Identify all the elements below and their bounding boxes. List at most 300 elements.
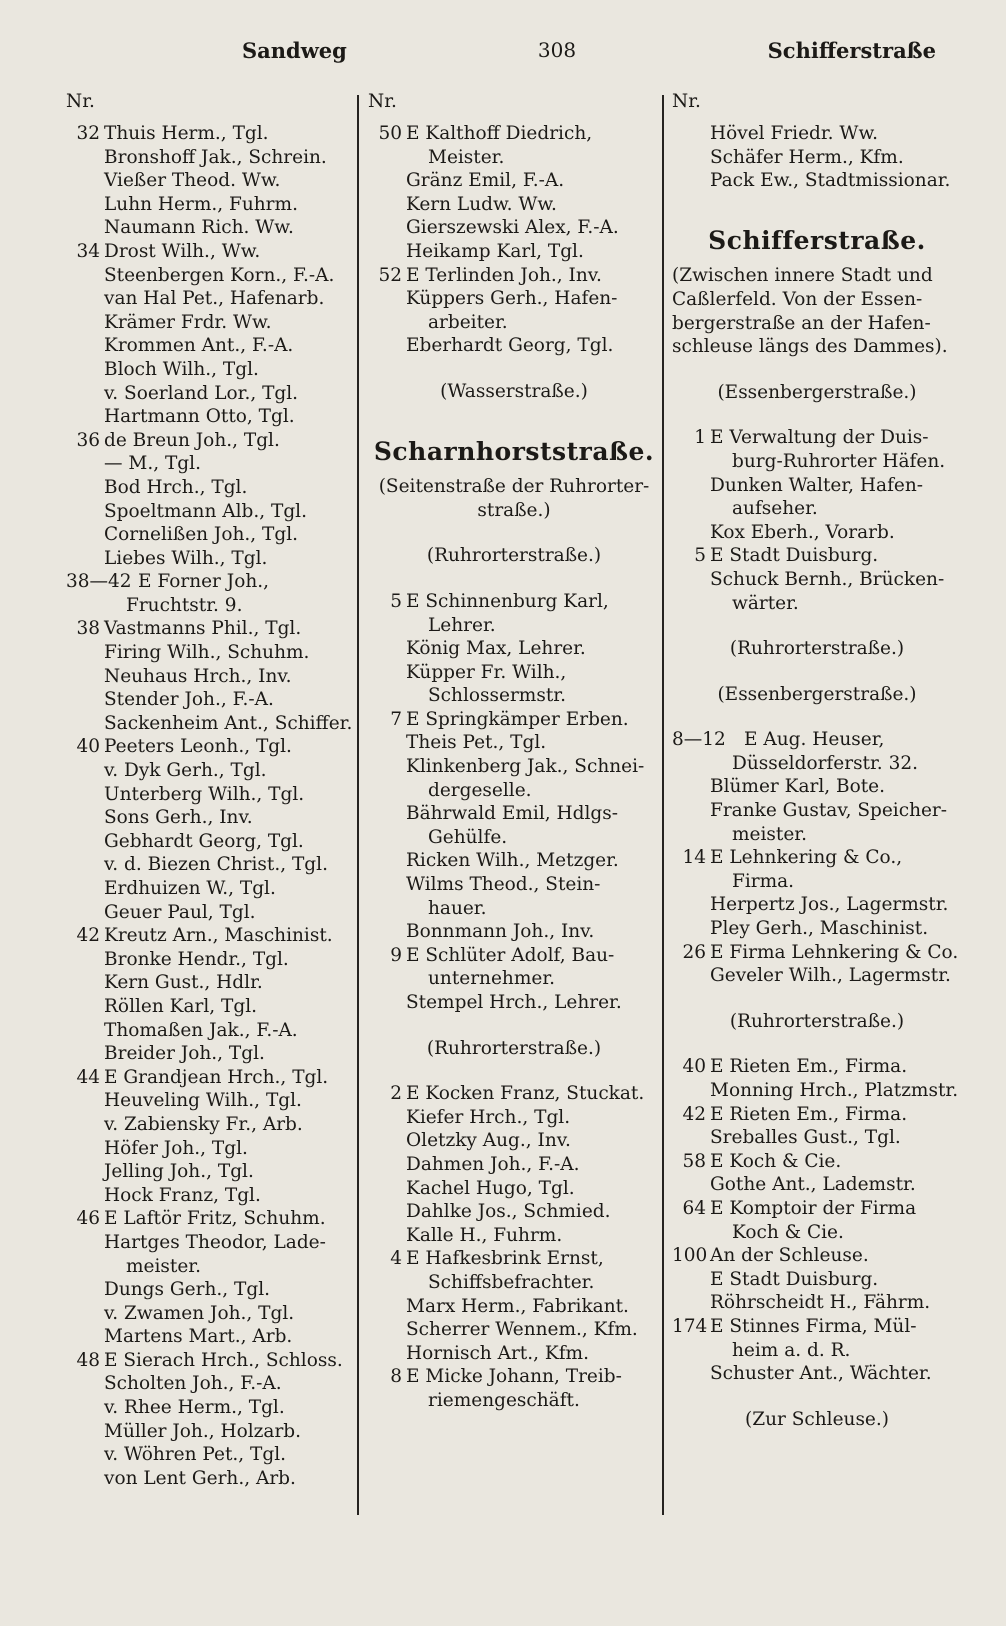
resident-text: Cornelißen Joh., Tgl.: [104, 524, 299, 546]
resident-text: Ricken Wilh., Metzger.: [406, 850, 619, 872]
resident-text: Gierszewski Alex, F.-A.: [406, 217, 619, 239]
resident-text: E Rieten Em., Firma.: [710, 1103, 908, 1125]
running-head-right: Schifferstraße: [767, 38, 936, 63]
resident-entry: [672, 1079, 962, 1103]
resident-entry: [368, 731, 660, 755]
resident-entry: [66, 382, 354, 406]
resident-entry: [66, 1325, 354, 1349]
entry-continuation: Firma.: [732, 870, 795, 892]
resident-entry: [66, 1420, 354, 1444]
resident-text: E Sierach Hrch., Schloss.: [104, 1349, 343, 1371]
resident-text: Heikamp Karl, Tgl.: [406, 240, 584, 262]
entry-continuation: Koch & Cie.: [732, 1221, 844, 1243]
resident-text: Schäfer Herm., Kfm.: [710, 146, 904, 168]
resident-text: Pley Gerh., Maschinist.: [710, 918, 929, 940]
resident-entry: [66, 429, 354, 453]
resident-text: E Rieten Em., Firma.: [710, 1056, 908, 1078]
resident-text: Müller Joh., Holzarb.: [104, 1420, 302, 1442]
resident-entry: [672, 1103, 962, 1127]
resident-text: E Stadt Duisburg.: [710, 545, 879, 567]
resident-text: Hartmann Otto, Tgl.: [104, 406, 295, 428]
resident-text: Dahlke Jos., Schmied.: [406, 1201, 611, 1223]
resident-entry: [66, 240, 354, 264]
resident-text: E Koch & Cie.: [710, 1150, 842, 1172]
page-number: 308: [537, 38, 577, 62]
resident-entry: [66, 1113, 354, 1137]
resident-entry: [66, 1184, 354, 1208]
house-number: 36: [76, 429, 100, 451]
resident-entry: [66, 1231, 354, 1255]
resident-text: Heuveling Wilh., Tgl.: [104, 1090, 302, 1112]
resident-entry: [672, 521, 962, 545]
resident-entry: [368, 169, 660, 193]
resident-text: Sackenheim Ant., Schiffer.: [104, 712, 353, 734]
entry-continuation: aufseher.: [732, 498, 818, 520]
resident-text: Bronke Hendr., Tgl.: [104, 948, 289, 970]
resident-text: Scholten Joh., F.-A.: [104, 1373, 282, 1395]
resident-entry: [66, 405, 354, 429]
resident-entry: [672, 1173, 962, 1197]
resident-entry: [66, 712, 354, 736]
resident-entry: [66, 1372, 354, 1396]
street-description: Caßlerfeld. Von der Essen-: [672, 288, 923, 310]
running-head-left: Sandweg: [242, 38, 347, 63]
resident-entry: [66, 971, 354, 995]
resident-text: Stempel Hrch., Lehrer.: [406, 992, 622, 1013]
resident-entry: [368, 873, 660, 897]
resident-entry: [66, 806, 354, 830]
resident-entry: [368, 802, 660, 826]
column-divider: [357, 95, 359, 1515]
spacer: [672, 661, 962, 683]
resident-entry: [66, 311, 354, 335]
nr-label: Nr.: [66, 91, 95, 112]
resident-text: Pack Ew., Stadtmissionar.: [710, 170, 951, 192]
spacer: [368, 358, 660, 380]
nr-label: Nr.: [368, 91, 397, 112]
resident-entry: [66, 1302, 354, 1326]
resident-entry: [66, 1467, 354, 1491]
spacer: [672, 359, 962, 381]
resident-text: Kreutz Arn., Maschinist.: [104, 925, 333, 947]
resident-entry: [66, 452, 354, 476]
resident-entry: [66, 334, 354, 358]
street-note: (Ruhrorterstraße.): [729, 1010, 905, 1032]
resident-entry: [66, 146, 354, 170]
house-number: 5: [390, 590, 402, 612]
street-description: schleuse längs des Dammes).: [672, 336, 948, 358]
resident-entry: [66, 783, 354, 807]
street-note: (Essenbergerstraße.): [717, 683, 917, 705]
house-number: 40: [76, 736, 100, 758]
street-heading: Schifferstraße.: [708, 225, 926, 255]
resident-entry: [672, 122, 962, 146]
resident-entry: [368, 920, 660, 944]
resident-entry: [672, 728, 962, 752]
resident-text: Röhrscheidt H., Fährm.: [710, 1292, 931, 1314]
resident-entry: [368, 216, 660, 240]
resident-entry: [368, 1129, 660, 1153]
resident-entry: [672, 1268, 962, 1292]
column-1: [66, 90, 354, 1490]
house-number: 46: [76, 1208, 100, 1230]
resident-text: Gebhardt Georg, Tgl.: [104, 830, 304, 852]
house-number: 2: [390, 1083, 402, 1105]
street-note: (Ruhrorterstraße.): [426, 545, 602, 567]
spacer: [672, 404, 962, 426]
resident-entry: [368, 1153, 660, 1177]
resident-entry: [368, 1247, 660, 1271]
resident-entry: [66, 901, 354, 925]
house-number: 1: [694, 427, 706, 449]
resident-text: Oletzky Aug., Inv.: [406, 1130, 571, 1152]
resident-text: Hock Franz, Tgl.: [104, 1184, 261, 1206]
resident-entry: [66, 287, 354, 311]
resident-entry: [66, 1207, 354, 1231]
resident-entry: [672, 799, 962, 823]
resident-text: Franke Gustav, Speicher-: [710, 800, 948, 822]
resident-entry: [672, 917, 962, 941]
resident-text: Sons Gerh., Inv.: [104, 807, 253, 829]
street-note: (Ruhrorterstraße.): [426, 1037, 602, 1059]
resident-text: E Grandjean Hrch., Tgl.: [104, 1066, 329, 1088]
resident-text: An der Schleuse.: [710, 1245, 869, 1267]
resident-text: Drost Wilh., Ww.: [104, 240, 261, 262]
resident-text: Bronshoff Jak., Schrein.: [104, 146, 327, 168]
resident-entry: [672, 1362, 962, 1386]
resident-entry: [66, 1089, 354, 1113]
resident-entry: [368, 264, 660, 288]
resident-text: Bährwald Emil, Hdlgs-: [406, 803, 619, 825]
resident-entry: [66, 924, 354, 948]
entry-continuation: Lehrer.: [428, 614, 496, 636]
house-number: 44: [76, 1066, 100, 1088]
resident-text: de Breun Joh., Tgl.: [104, 429, 280, 451]
resident-text: Luhn Herm., Fuhrm.: [104, 193, 298, 215]
street-description: (Zwischen innere Stadt und: [672, 265, 933, 287]
resident-entry: [66, 523, 354, 547]
resident-text: v. Wöhren Pet., Tgl.: [104, 1444, 287, 1466]
resident-text: Unterberg Wilh., Tgl.: [104, 783, 305, 805]
resident-entry: [368, 708, 660, 732]
resident-text: Hartges Theodor, Lade-: [104, 1231, 326, 1253]
resident-text: Firing Wilh., Schuhm.: [104, 642, 310, 664]
street-note: (Seitenstraße der Ruhrorter-: [378, 476, 650, 498]
resident-text: Spoeltmann Alb., Tgl.: [104, 500, 307, 522]
resident-text: van Hal Pet., Hafenarb.: [104, 288, 325, 310]
resident-entry: [672, 941, 962, 965]
resident-entry: [368, 1342, 660, 1366]
resident-text: Wilms Theod., Stein-: [406, 874, 601, 896]
resident-entry: [672, 146, 962, 170]
resident-text: Gränz Emil, F.-A.: [406, 170, 565, 192]
resident-entry: [672, 1291, 962, 1315]
resident-text: E Schinnenburg Karl,: [406, 590, 609, 612]
resident-entry: [66, 547, 354, 571]
column-2: [368, 90, 660, 1413]
entry-continuation: meister.: [126, 1255, 201, 1277]
spacer: [672, 615, 962, 637]
resident-text: v. Dyk Gerh., Tgl.: [104, 760, 267, 782]
resident-entry: [66, 169, 354, 193]
entry-continuation: Fruchtstr. 9.: [126, 594, 243, 616]
street-heading: Scharnhorststraße.: [373, 436, 655, 466]
spacer: [672, 193, 962, 215]
resident-entry: [672, 1315, 962, 1339]
resident-entry: [672, 846, 962, 870]
resident-entry: [66, 853, 354, 877]
resident-text: Kiefer Hrch., Tgl.: [406, 1106, 571, 1128]
resident-text: Hövel Friedr. Ww.: [710, 123, 878, 144]
resident-entry: [672, 474, 962, 498]
resident-text: Dahmen Joh., F.-A.: [406, 1153, 580, 1175]
resident-text: — M., Tgl.: [104, 453, 201, 475]
house-number: 14: [682, 847, 706, 869]
resident-text: Herpertz Jos., Lagermstr.: [710, 894, 949, 916]
resident-text: Kern Gust., Hdlr.: [104, 972, 263, 994]
resident-text: E Aug. Heuser,: [744, 729, 885, 751]
street-note: (Zur Schleuse.): [745, 1408, 889, 1430]
spacer: [368, 1060, 660, 1082]
resident-entry: [66, 830, 354, 854]
resident-entry: [66, 759, 354, 783]
resident-text: Sreballes Gust., Tgl.: [710, 1127, 901, 1149]
resident-text: E Verwaltung der Duis-: [710, 427, 929, 449]
resident-entry: [672, 1055, 962, 1079]
resident-text: Kalle H., Fuhrm.: [406, 1224, 563, 1246]
column-3: [672, 90, 962, 1431]
street-note: (Wasserstraße.): [440, 380, 588, 402]
resident-entry: [66, 193, 354, 217]
resident-text: von Lent Gerh., Arb.: [104, 1467, 296, 1489]
entry-continuation: Düsseldorferstr. 32.: [732, 752, 918, 774]
resident-text: E Laftör Fritz, Schuhm.: [104, 1208, 326, 1230]
resident-entry: [66, 570, 354, 594]
resident-text: Scherrer Wennem., Kfm.: [406, 1319, 638, 1341]
resident-text: Steenbergen Korn., F.-A.: [104, 264, 335, 286]
resident-entry: [66, 264, 354, 288]
resident-entry: [672, 1244, 962, 1268]
resident-text: E Kocken Franz, Stuckat.: [406, 1083, 645, 1105]
house-number: 32: [76, 123, 100, 144]
resident-text: Thomaßen Jak., F.-A.: [104, 1019, 298, 1041]
resident-entry: [672, 775, 962, 799]
resident-text: Küpper Fr. Wilh.,: [406, 661, 567, 683]
resident-entry: [66, 877, 354, 901]
spacer: [368, 1015, 660, 1037]
resident-entry: [368, 193, 660, 217]
resident-entry: [672, 964, 962, 988]
entry-continuation: burg-Ruhrorter Häfen.: [732, 450, 946, 472]
spacer: [368, 404, 660, 426]
resident-text: Breider Joh., Tgl.: [104, 1043, 265, 1065]
resident-entry: [66, 1137, 354, 1161]
resident-entry: [66, 476, 354, 500]
resident-entry: [66, 1396, 354, 1420]
resident-text: Eberhardt Georg, Tgl.: [406, 335, 614, 357]
entry-continuation: heim a. d. R.: [732, 1339, 851, 1361]
resident-text: Martens Mart., Arb.: [104, 1326, 293, 1348]
entry-continuation: Schiffsbefrachter.: [428, 1271, 595, 1293]
resident-entry: [66, 500, 354, 524]
resident-entry: [66, 1278, 354, 1302]
street-note: (Essenbergerstraße.): [717, 381, 917, 403]
resident-entry: [66, 641, 354, 665]
entry-continuation: meister.: [732, 823, 807, 845]
resident-text: Dungs Gerh., Tgl.: [104, 1279, 270, 1301]
house-number: 8—12: [672, 729, 726, 751]
resident-entry: [368, 849, 660, 873]
resident-text: Theis Pet., Tgl.: [406, 732, 547, 754]
house-number: 9: [390, 944, 402, 966]
spacer: [368, 568, 660, 590]
resident-entry: [66, 1349, 354, 1373]
resident-text: Gothe Ant., Lademstr.: [710, 1174, 916, 1196]
resident-entry: [672, 544, 962, 568]
resident-entry: [66, 358, 354, 382]
resident-text: Marx Herm., Fabrikant.: [406, 1295, 629, 1317]
resident-text: Stender Joh., F.-A.: [104, 689, 274, 711]
entry-continuation: Schlossermstr.: [428, 685, 566, 707]
resident-text: Jelling Joh., Tgl.: [104, 1161, 254, 1183]
resident-entry: [368, 1295, 660, 1319]
resident-entry: [368, 637, 660, 661]
resident-entry: [368, 1365, 660, 1389]
resident-entry: [66, 1019, 354, 1043]
house-number: 52: [378, 264, 402, 286]
resident-text: Erdhuizen W., Tgl.: [104, 878, 276, 899]
resident-entry: [672, 1126, 962, 1150]
entry-continuation: dergeselle.: [428, 779, 532, 801]
column-divider: [662, 95, 664, 1515]
resident-text: Thuis Herm., Tgl.: [104, 123, 269, 144]
spacer: [672, 706, 962, 728]
resident-entry: [368, 944, 660, 968]
resident-entry: [66, 617, 354, 641]
resident-entry: [368, 122, 660, 146]
resident-text: Bonnmann Joh., Inv.: [406, 921, 595, 943]
entry-continuation: Gehülfe.: [428, 826, 508, 848]
house-number: 34: [76, 240, 100, 262]
resident-entry: [66, 665, 354, 689]
resident-entry: [66, 1042, 354, 1066]
nr-label: Nr.: [672, 91, 701, 112]
resident-entry: [66, 1443, 354, 1467]
resident-entry: [368, 1200, 660, 1224]
house-number: 4: [390, 1248, 402, 1270]
resident-entry: [368, 287, 660, 311]
resident-entry: [368, 1224, 660, 1248]
resident-entry: [368, 1318, 660, 1342]
house-number: 38: [76, 618, 100, 640]
resident-text: E Hafkesbrink Ernst,: [406, 1248, 604, 1270]
resident-text: E Stadt Duisburg.: [710, 1268, 879, 1290]
resident-entry: [368, 1177, 660, 1201]
resident-text: E Komptoir der Firma: [710, 1197, 917, 1219]
house-number: 8: [390, 1366, 402, 1388]
resident-entry: [66, 1160, 354, 1184]
house-number: 5: [694, 545, 706, 567]
resident-text: Küppers Gerh., Hafen-: [406, 288, 618, 310]
house-number: 64: [682, 1197, 706, 1219]
resident-text: E Kalthoff Diedrich,: [406, 123, 593, 144]
resident-entry: [368, 334, 660, 358]
street-note: straße.): [477, 499, 551, 521]
resident-text: Vastmanns Phil., Tgl.: [104, 618, 302, 640]
resident-entry: [672, 893, 962, 917]
resident-text: Neuhaus Hrch., Inv.: [104, 665, 292, 687]
resident-text: E Lehnkering & Co.,: [710, 847, 903, 869]
resident-text: E Firma Lehnkering & Co.: [710, 941, 959, 963]
resident-entry: [672, 426, 962, 450]
resident-text: E Stinnes Firma, Mül-: [710, 1315, 917, 1337]
resident-text: E Micke Johann, Treib-: [406, 1366, 622, 1388]
entry-continuation: hauer.: [428, 897, 487, 919]
entry-continuation: Meister.: [428, 146, 505, 168]
resident-entry: [368, 991, 660, 1015]
resident-text: Monning Hrch., Platzmstr.: [710, 1080, 959, 1101]
house-number: 48: [76, 1349, 100, 1371]
resident-text: Kachel Hugo, Tgl.: [406, 1177, 575, 1199]
resident-entry: [672, 568, 962, 592]
resident-text: Bloch Wilh., Tgl.: [104, 358, 259, 380]
resident-text: v. d. Biezen Christ., Tgl.: [104, 854, 328, 876]
resident-entry: [368, 590, 660, 614]
street-note: (Ruhrorterstraße.): [729, 638, 905, 660]
resident-entry: [368, 1106, 660, 1130]
street-description: bergerstraße an der Hafen-: [672, 312, 931, 334]
resident-text: Klinkenberg Jak., Schnei-: [406, 756, 645, 778]
entry-continuation: unternehmer.: [428, 968, 556, 990]
house-number: 42: [76, 925, 100, 947]
resident-text: E Forner Joh.,: [138, 571, 270, 593]
resident-entry: [66, 216, 354, 240]
resident-text: Schuck Bernh., Brücken-: [710, 568, 945, 590]
resident-text: Kern Ludw. Ww.: [406, 193, 557, 215]
spacer: [672, 988, 962, 1010]
resident-text: Krommen Ant., F.-A.: [104, 335, 294, 357]
resident-text: E Schlüter Adolf, Bau-: [406, 944, 615, 966]
resident-entry: [368, 240, 660, 264]
house-number: 58: [682, 1150, 706, 1172]
resident-text: Röllen Karl, Tgl.: [104, 995, 257, 1017]
house-number: 7: [390, 708, 402, 730]
running-head: [66, 38, 940, 78]
resident-text: Höfer Joh., Tgl.: [104, 1137, 248, 1159]
resident-entry: [66, 122, 354, 146]
resident-text: Liebes Wilh., Tgl.: [104, 547, 268, 569]
resident-text: Geveler Wilh., Lagermstr.: [710, 965, 951, 987]
resident-entry: [66, 995, 354, 1019]
house-number: 100: [672, 1245, 708, 1267]
resident-entry: [672, 169, 962, 193]
resident-text: E Springkämper Erben.: [406, 708, 629, 730]
house-number: 26: [682, 941, 706, 963]
resident-entry: [66, 948, 354, 972]
resident-text: Bod Hrch., Tgl.: [104, 476, 248, 498]
resident-entry: [368, 661, 660, 685]
house-number: 42: [682, 1103, 706, 1125]
resident-entry: [368, 755, 660, 779]
house-number: 174: [672, 1315, 708, 1337]
resident-text: E Terlinden Joh., Inv.: [406, 264, 602, 286]
resident-text: v. Soerland Lor., Tgl.: [104, 382, 299, 404]
resident-entry: [66, 1066, 354, 1090]
house-number: 40: [682, 1056, 706, 1078]
resident-text: v. Zwamen Joh., Tgl.: [104, 1302, 295, 1324]
resident-entry: [672, 1150, 962, 1174]
house-number: 38—42: [66, 571, 132, 593]
